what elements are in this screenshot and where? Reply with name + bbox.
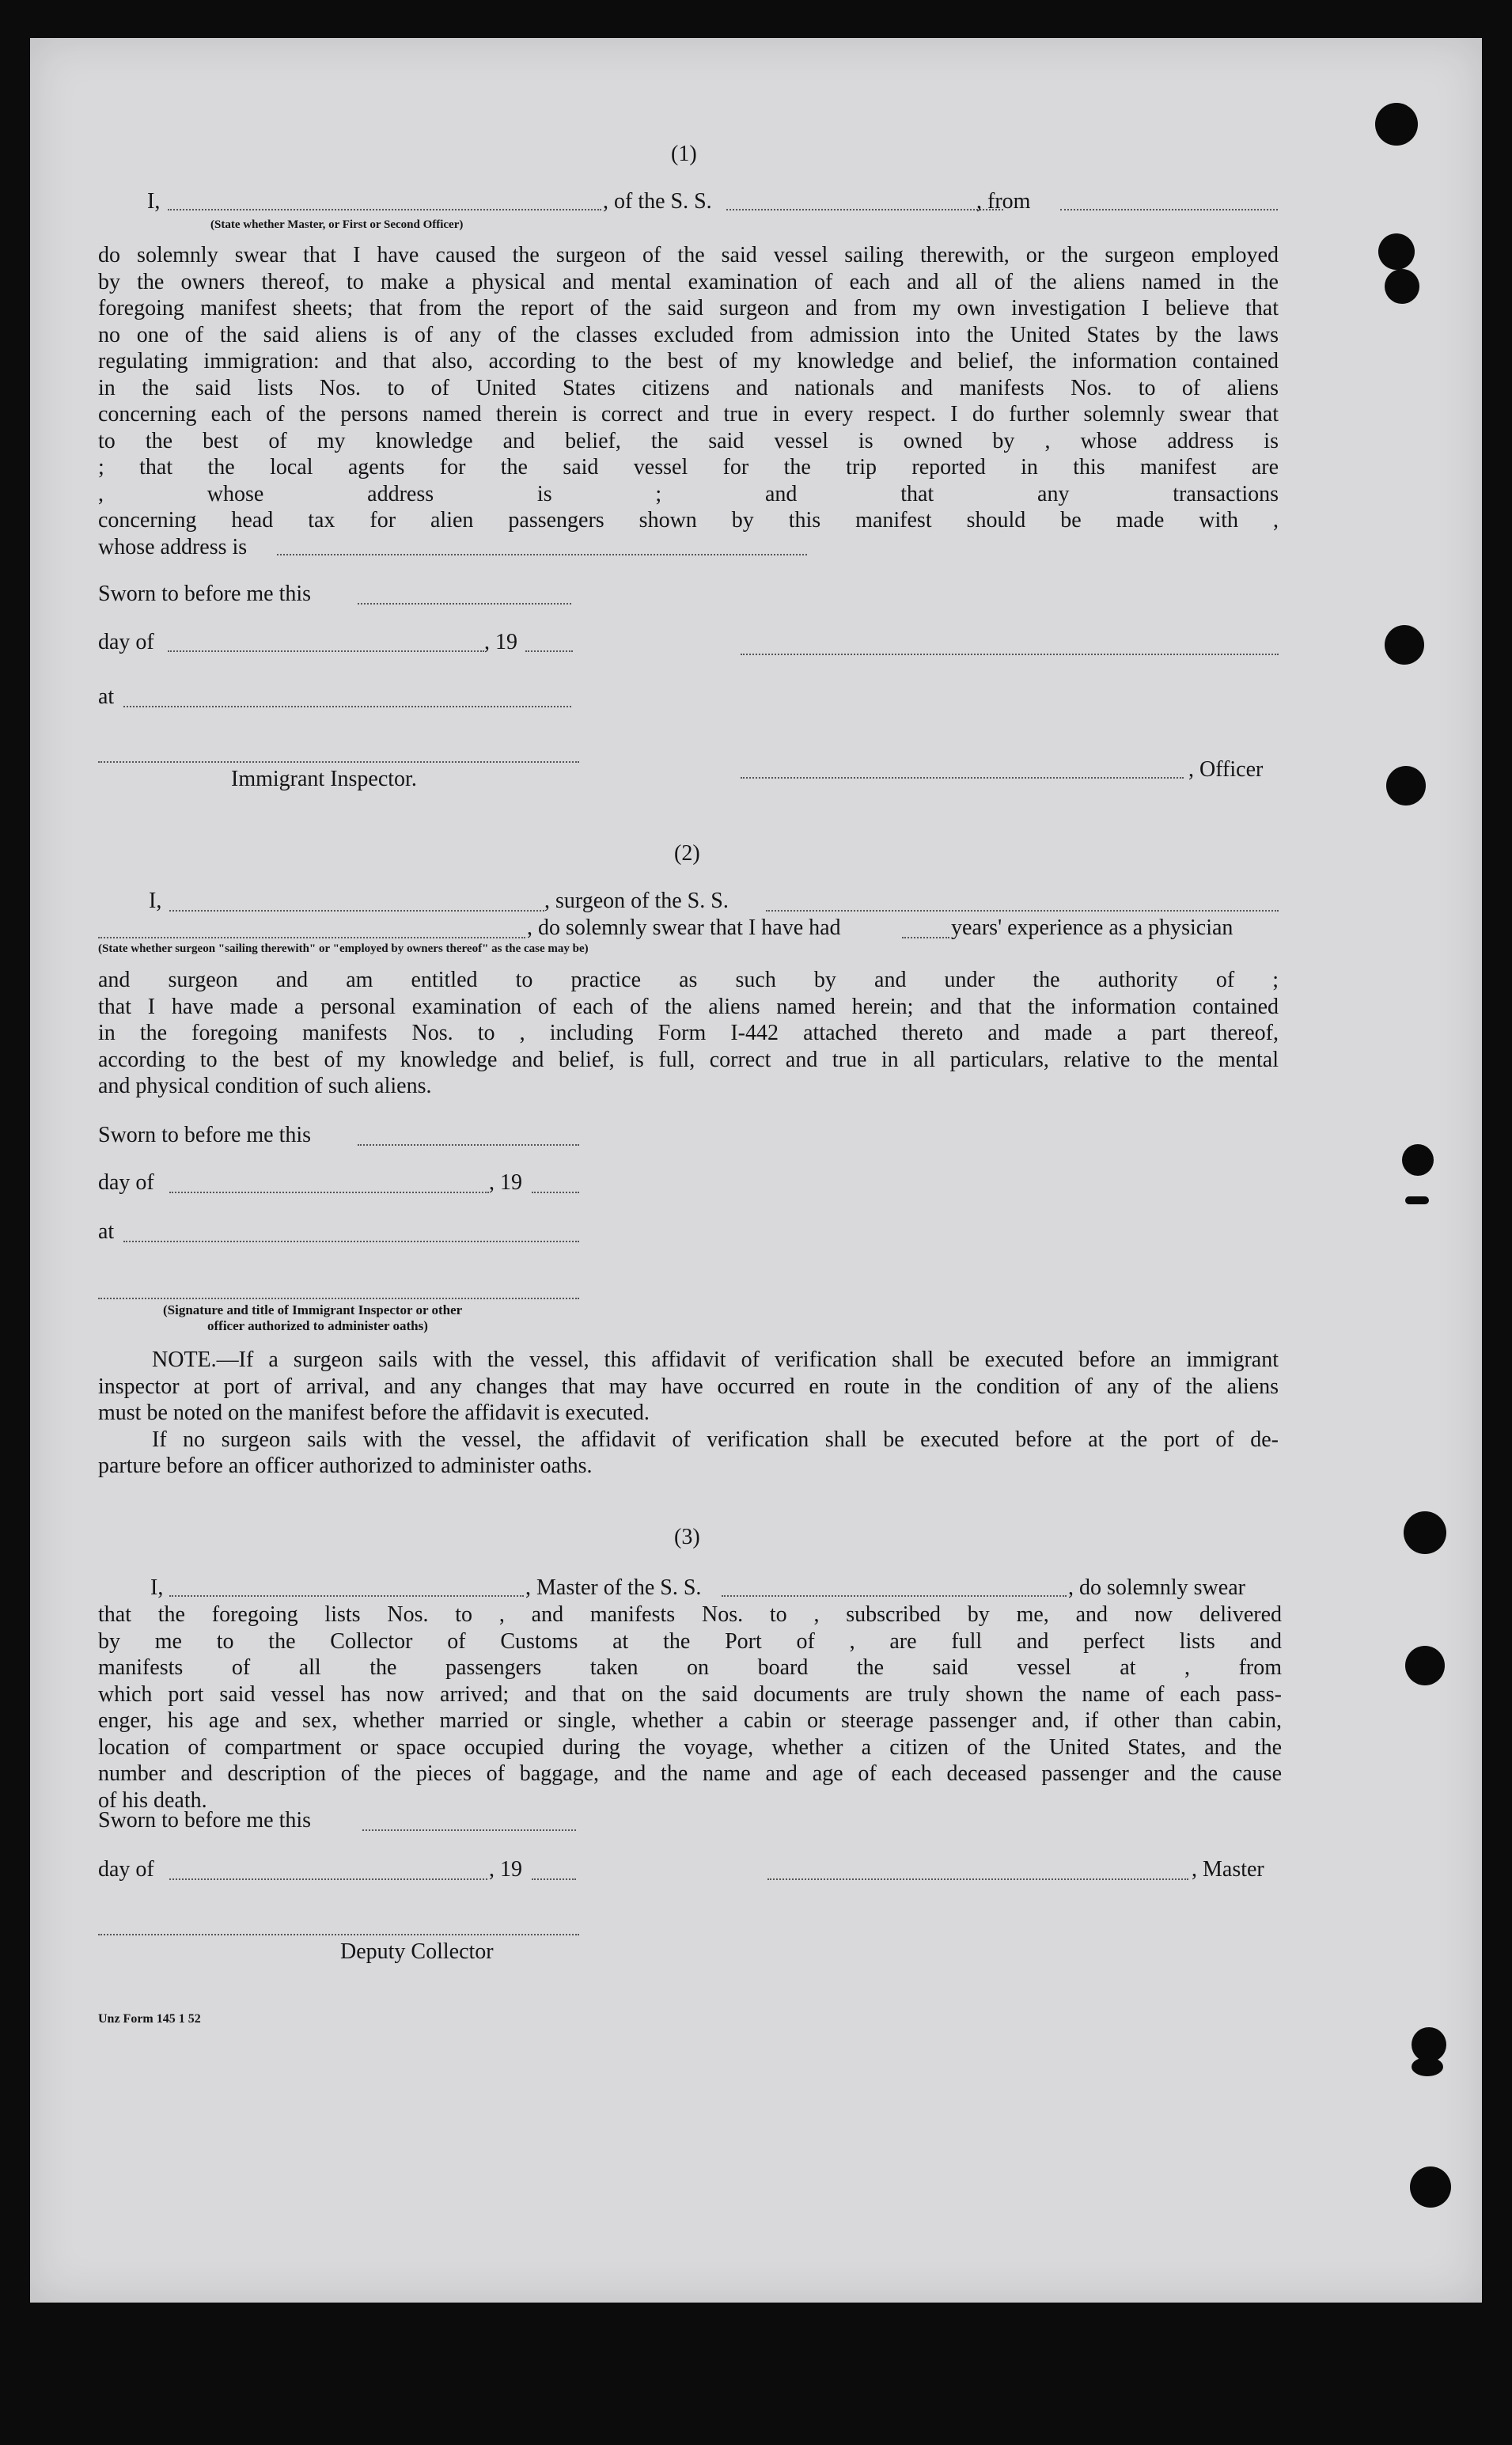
vessel-name-field[interactable] xyxy=(726,209,1003,210)
from-label: , from xyxy=(976,189,1031,214)
master-name-field[interactable] xyxy=(168,209,601,210)
years-experience-field[interactable] xyxy=(902,937,949,938)
form-number: Unz Form 145 1 52 xyxy=(98,2012,201,2026)
at-label: at xyxy=(98,684,115,709)
sworn-place-field[interactable] xyxy=(123,706,571,707)
day-of-label: day of xyxy=(98,630,154,654)
surgeon-hint: (State whether surgeon "sailing therewith" or "employed by owners thereof" as the case may be) xyxy=(98,942,589,955)
punch-hole xyxy=(1375,103,1418,146)
punch-hole xyxy=(1385,269,1419,304)
section-number: (3) xyxy=(674,1525,700,1549)
swear-had-label: , do solemnly swear that I have had xyxy=(527,915,841,940)
sworn-year-field[interactable] xyxy=(532,1878,576,1880)
sworn-day-field[interactable] xyxy=(358,1144,579,1146)
officer-label: , Officer xyxy=(1188,757,1264,782)
master-name-field[interactable] xyxy=(169,1595,524,1597)
surgeon-name-field[interactable] xyxy=(169,910,544,912)
sworn-month-field[interactable] xyxy=(169,1878,487,1880)
inspector-signature-line[interactable] xyxy=(98,761,579,763)
i-label: I, xyxy=(149,889,162,913)
sworn-year-field[interactable] xyxy=(525,650,573,652)
section-3-paragraph: that the foregoing lists Nos. to , and manifests Nos. to , subscribed by me, and now delivered by me to the Collector of Customs at the Port of , are full and perfect lists and manifests of all the passengers taken on board the said vessel at , from which port said vessel has now arrived; and that on the said documents are truly shown the name of each pass- enger, his age and sex, whether married or single, whether a cabin or steerage passenger and, if other than cabin, location of compartment or space occupied during the voyage, whether a citizen of the United States, and the number and description of the pieces of baggage, and the name and age of each deceased passenger and the cause of his death. xyxy=(98,1602,1282,1813)
head-tax-address-field[interactable] xyxy=(277,554,807,555)
punch-hole xyxy=(1385,625,1424,665)
punch-hole xyxy=(1410,2166,1451,2208)
do-solemnly-swear-label: , do solemnly swear xyxy=(1068,1575,1245,1600)
surgeon-of-ss-label: , surgeon of the S. S. xyxy=(544,889,729,913)
vessel-name-field[interactable] xyxy=(722,1595,1067,1597)
day-of-label: day of xyxy=(98,1857,154,1882)
i-label: I, xyxy=(147,189,161,214)
sworn-month-field[interactable] xyxy=(169,1192,489,1193)
master-of-ss-label: , Master of the S. S. xyxy=(525,1575,702,1600)
sworn-label: Sworn to before me this xyxy=(98,1808,312,1833)
immigrant-inspector-label: Immigrant Inspector. xyxy=(231,767,417,791)
master-signature-line[interactable] xyxy=(767,1878,1188,1880)
officer-hint: (State whether Master, or First or Second Officer) xyxy=(210,218,464,231)
years-experience-label: years' experience as a physician xyxy=(951,915,1233,940)
from-port-field[interactable] xyxy=(1060,209,1278,210)
sworn-month-field[interactable] xyxy=(168,650,484,652)
officer-signature-line[interactable] xyxy=(741,777,1184,779)
day-of-label: day of xyxy=(98,1170,154,1195)
signature-hint: officer authorized to administer oaths) xyxy=(207,1318,428,1333)
i-label: I, xyxy=(150,1575,164,1600)
year-label: , 19 xyxy=(484,630,517,654)
signature-line[interactable] xyxy=(98,1298,579,1299)
sworn-day-field[interactable] xyxy=(362,1829,576,1831)
deputy-collector-label: Deputy Collector xyxy=(340,1939,494,1964)
sworn-place-field[interactable] xyxy=(123,1241,579,1242)
punch-hole xyxy=(1405,1646,1445,1685)
sworn-label: Sworn to before me this xyxy=(98,582,312,606)
punch-hole xyxy=(1386,766,1426,806)
deputy-collector-signature-line[interactable] xyxy=(98,1934,579,1935)
at-label: at xyxy=(98,1219,115,1244)
surgeon-vessel-field[interactable] xyxy=(766,910,1279,912)
section-number: (1) xyxy=(671,142,697,166)
master-label: , Master xyxy=(1192,1857,1264,1882)
signature-hint: (Signature and title of Immigrant Inspector or other xyxy=(163,1302,463,1317)
punch-hole xyxy=(1412,2057,1443,2076)
punch-hole xyxy=(1404,1511,1446,1554)
year-label: , 19 xyxy=(489,1857,522,1882)
of-ss-label: , of the S. S. xyxy=(603,189,712,214)
sworn-day-field[interactable] xyxy=(358,603,571,605)
punch-hole xyxy=(1378,233,1415,270)
punch-hole xyxy=(1402,1144,1434,1176)
section-number: (2) xyxy=(674,841,700,866)
surgeon-status-field[interactable] xyxy=(98,937,525,938)
year-label: , 19 xyxy=(489,1170,522,1195)
officer-signature-line-upper[interactable] xyxy=(741,654,1279,655)
section-2-paragraph: and surgeon and am entitled to practice as such by and under the authority of ; that I have made a personal examination of each of the aliens named herein; and that the information contained in the foregoing manifests Nos. to , including Form I-442 attached thereto and made a part thereof, according to the best of my knowledge and belief, is full, correct and true in all particulars, relative to the mental and physical condition of such aliens. xyxy=(98,968,1279,1098)
sworn-year-field[interactable] xyxy=(532,1192,579,1193)
sworn-label: Sworn to before me this xyxy=(98,1123,312,1147)
punch-hole xyxy=(1405,1196,1429,1204)
section-1-paragraph: do solemnly swear that I have caused the surgeon of the said vessel sailing therewith, or the surgeon employed by the owners thereof, to make a physical and mental examination of each and all of the aliens named in the foregoing manifest sheets; that from the report of the said surgeon and from my own investigation I believe that no one of the said aliens is of any of the classes excluded from admission into the United States by the laws regulating immigration: and that also, according to the best of my knowledge and belief, the information contained in the said lists Nos. to of United States citizens and nationals and manifests Nos. to of aliens concerning each of the persons named therein is correct and true in every respect. I do further solemnly swear that to the best of my knowledge and belief, the said vessel is owned by , whose address is ; that the local agents for the said vessel for the trip reported in this manifest are , whose address is ; and that any transactions concerning head tax for alien passengers shown by this manifest should be made with , whose address is xyxy=(98,243,1279,559)
note-paragraph: NOTE.—If a surgeon sails with the vessel, this affidavit of verification shall be executed before an immigrant inspector at port of arrival, and any changes that may have occurred en route in the condition of any of the aliens must be noted on the manifest before the affidavit is executed. If no surgeon sails with the vessel, the affidavit of verification shall be executed before at the port of de- parture before an officer authorized to administer oaths. xyxy=(98,1348,1279,1478)
